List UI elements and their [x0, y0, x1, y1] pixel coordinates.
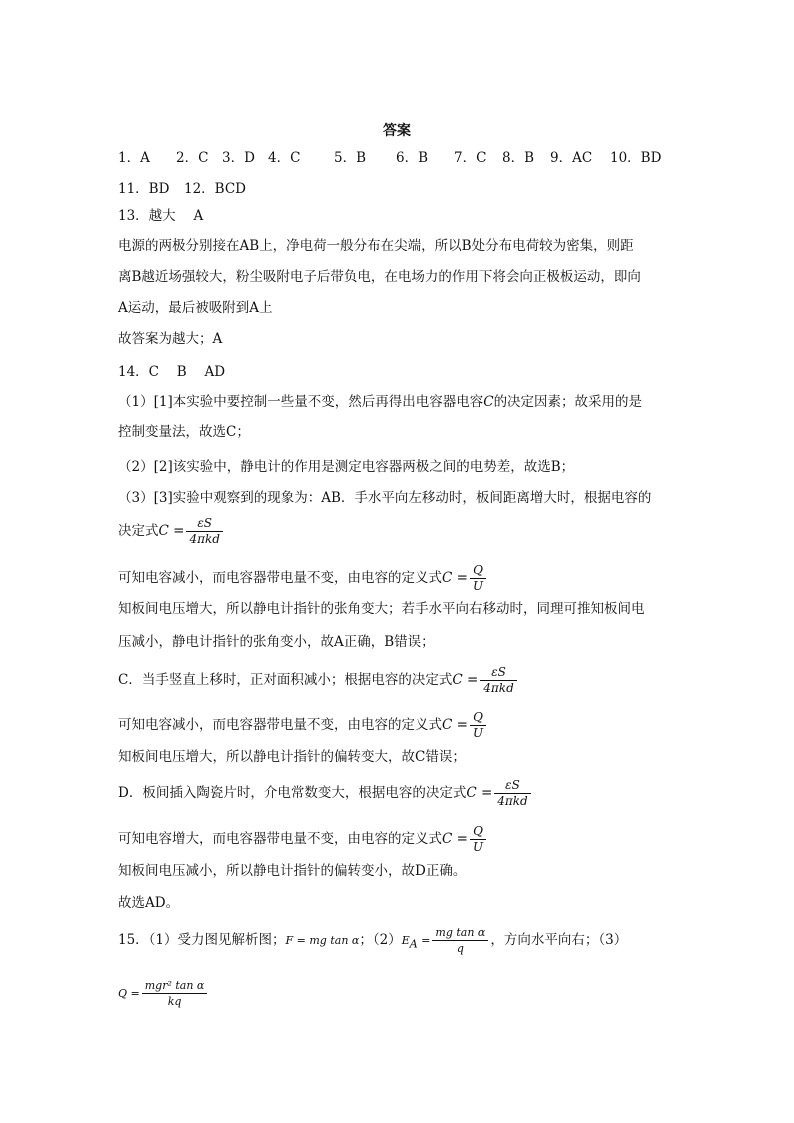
field-symbol: E: [401, 934, 410, 947]
formula-numerator: mg tan α: [432, 925, 488, 941]
q13-explanation-line: A运动，最后被吸附到A上: [118, 300, 273, 316]
answer-item: 6．B: [396, 150, 429, 166]
formula-numerator: Q: [470, 563, 486, 579]
capacitance-decision-formula: [480, 665, 516, 696]
answer-item: 5．B: [334, 150, 367, 166]
answer-item: 11．BD: [118, 181, 170, 197]
q14-conclusion: 故选AD。: [118, 895, 180, 911]
q14-text: 可知电容减小，而电容器带电量不变，由电容的定义式: [118, 570, 442, 586]
q13-explanation-line: 离B越近场强较大，粉尘吸附电子后带负电，在电场力的作用下将会向正极板运动，即向: [118, 269, 641, 285]
answer-item: 10．BD: [610, 150, 662, 166]
capacitance-definition-formula: [470, 710, 486, 741]
formula-lhs: C =: [442, 717, 468, 733]
formula-denominator: 4πkd: [483, 681, 514, 695]
formula-numerator: εS: [480, 665, 516, 681]
q14-line: [118, 516, 225, 547]
q14-line: 压减小，静电计指针的张角变小，故A正确，B错误；: [118, 634, 435, 650]
formula-numerator: εS: [494, 778, 530, 794]
q14-line: 控制变量法，故选C；: [118, 424, 250, 440]
q14-line: 知板间电压增大，所以静电计指针的偏转变大，故C错误；: [118, 749, 466, 765]
capacitance-definition-formula: [470, 563, 486, 594]
q14-text: 决定式: [118, 523, 159, 539]
q15-text: 15．（1）受力图见解析图；: [118, 932, 286, 948]
answer-item: 1．A: [118, 150, 150, 166]
force-formula: F = mg tan α: [285, 934, 360, 947]
answer-item: 7．C: [454, 150, 487, 166]
formula-denominator: U: [472, 579, 484, 593]
formula-denominator: 4πkd: [497, 794, 528, 808]
q14-line: [118, 665, 519, 696]
formula-equals: =: [417, 934, 431, 947]
q13-answer: 13．越大 A: [118, 208, 204, 224]
formula-numerator: Q: [470, 824, 486, 840]
q14-line: （2）[2]该实验中，静电计的作用是测定电容器两极之间的电势差，故选B；: [118, 459, 575, 475]
answer-item: 9．AC: [550, 150, 593, 166]
q14-line: （3）[3]实验中观察到的现象为：AB．手水平向左移动时，板间距离增大时，根据电容的: [118, 490, 652, 506]
q14-text: （1）[1]本实验中要控制一些量不变，然后再得出电容器电容: [118, 394, 484, 410]
q14-text: C．当手竖直上移时，正对面积减小；根据电容的决定式: [118, 672, 453, 688]
answer-item: 3．D: [222, 150, 255, 166]
q14-text: 的决定因素；故采用的是: [493, 394, 643, 410]
formula-numerator: εS: [186, 516, 222, 532]
q14-line: [118, 710, 488, 741]
formula-lhs: C =: [158, 523, 185, 539]
q13-explanation-line: 电源的两极分别接在AB上，净电荷一般分布在尖端，所以B处分布电荷较为密集，则距: [118, 238, 634, 254]
formula-lhs: Q =: [118, 987, 140, 1000]
capacitance-decision-formula: [186, 516, 222, 547]
formula-denominator: U: [472, 840, 484, 854]
formula-denominator: 4πkd: [189, 532, 220, 546]
q14-text: D．板间插入陶瓷片时，介电常数变大，根据电容的决定式: [118, 785, 467, 801]
answer-item: 12．BCD: [184, 181, 247, 197]
charge-formula: [142, 978, 208, 1009]
field-subscript: A: [409, 937, 418, 951]
field-strength-formula: [432, 925, 488, 956]
formula-denominator: U: [472, 726, 484, 740]
q14-text: 可知电容增大，而电容器带电量不变，由电容的定义式: [118, 831, 442, 847]
q14-line: [118, 563, 488, 594]
formula-denominator: kq: [167, 995, 182, 1008]
capacitance-definition-formula: [470, 824, 486, 855]
answer-item: 4．C: [268, 150, 301, 166]
formula-denominator: q: [456, 942, 464, 955]
q14-line: [118, 824, 488, 855]
q15-text: ，方向水平向右；（3）: [490, 932, 628, 948]
q14-text: 可知电容减小，而电容器带电量不变，由电容的定义式: [118, 717, 442, 733]
formula-lhs: C =: [466, 785, 493, 801]
formula-lhs: C =: [442, 831, 468, 847]
formula-numerator: Q: [470, 710, 486, 726]
q14-answer: 14．C B AD: [118, 364, 226, 380]
formula-numerator: mgr² tan α: [142, 978, 208, 994]
q14-line: [118, 393, 642, 411]
q15-answer: [118, 925, 627, 956]
q14-line: 知板间电压增大，所以静电计指针的张角变大；若手水平向右移动时，同理可推知板间电: [118, 601, 645, 617]
page-title: 答案: [383, 123, 411, 139]
capacitance-symbol: C: [483, 394, 494, 410]
answer-item: 8．B: [502, 150, 535, 166]
capacitance-decision-formula: [494, 778, 530, 809]
formula-lhs: C =: [452, 672, 479, 688]
formula-lhs: C =: [442, 570, 468, 586]
q15-charge-formula-line: [118, 978, 209, 1009]
q14-line: [118, 778, 533, 809]
answer-item: 2．C: [176, 150, 209, 166]
q15-text: ；（2）: [359, 932, 402, 948]
q14-line: 知板间电压减小，所以静电计指针的偏转变小，故D正确。: [118, 863, 467, 879]
q13-conclusion: 故答案为越大；A: [118, 331, 223, 347]
